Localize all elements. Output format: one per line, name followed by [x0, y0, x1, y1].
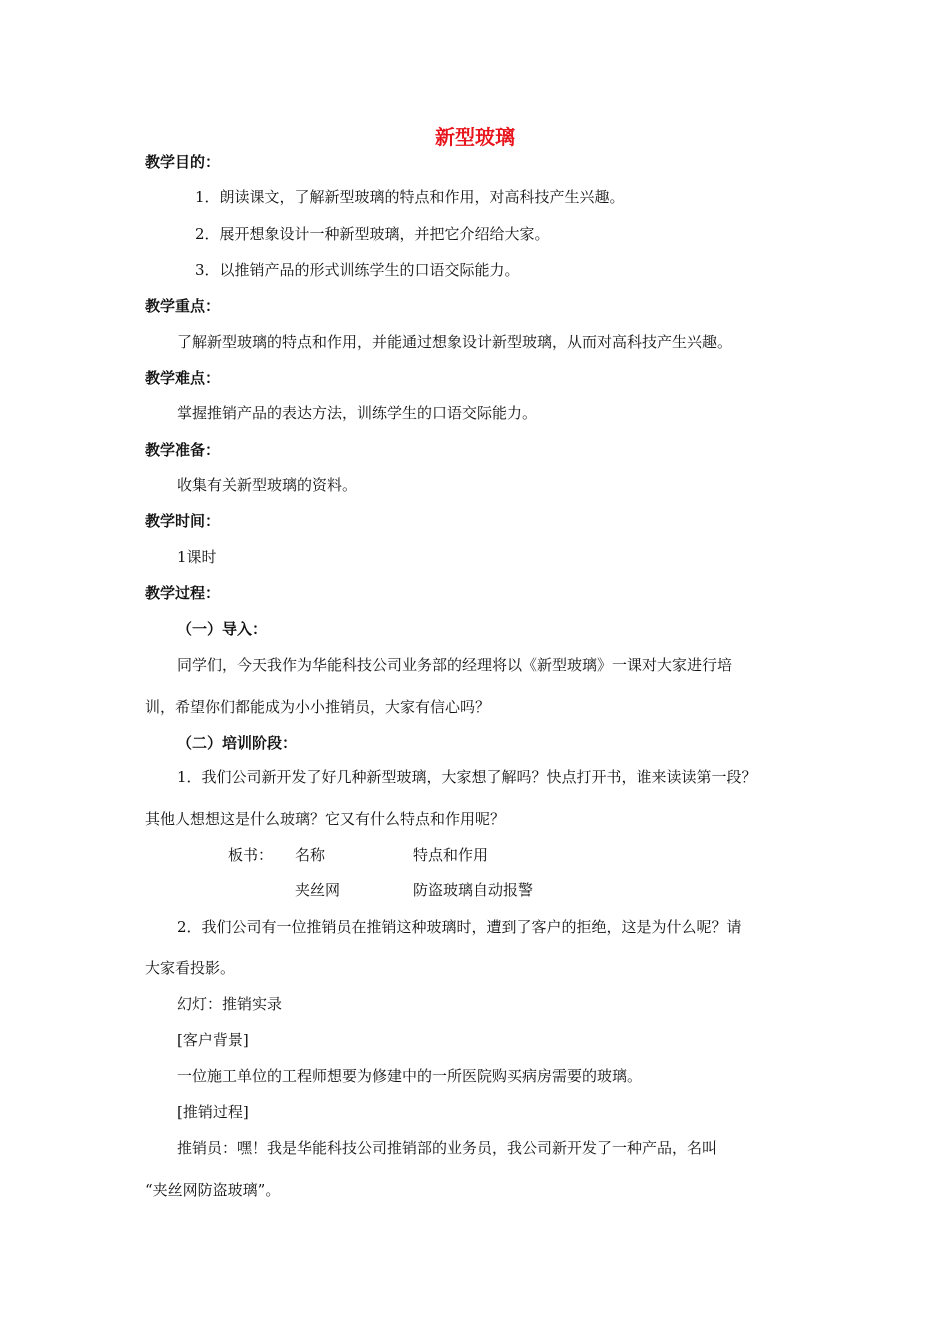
training-para2-line-1: 2．我们公司有一位推销员在推销这种玻璃时，遭到了客户的拒绝，这是为什么呢？请: [177, 918, 742, 936]
time-text: 1课时: [177, 548, 217, 566]
time-heading: 教学时间：: [145, 512, 221, 530]
difficulties-heading: 教学难点：: [145, 369, 221, 387]
difficulties-text: 掌握推销产品的表达方法，训练学生的口语交际能力。: [177, 404, 538, 422]
objective-item-1: 1．朗读课文，了解新型玻璃的特点和作用，对高科技产生兴趣。: [195, 188, 625, 206]
process-heading: 教学过程：: [145, 584, 221, 602]
sales-line-1: 推销员：嘿！我是华能科技公司推销部的业务员，我公司新开发了一种产品，名叫: [177, 1139, 718, 1157]
training-para1-line-1: 1．我们公司新开发了好几种新型玻璃，大家想了解吗？快点打开书，谁来读读第一段？: [177, 768, 757, 786]
intro-heading: （一）导入：: [177, 620, 268, 638]
training-para2-line-2: 大家看投影。: [145, 959, 236, 977]
sales-process-label: [推销过程]: [177, 1103, 249, 1121]
intro-line-1: 同学们，今天我作为华能科技公司业务部的经理将以《新型玻璃》一课对大家进行培: [177, 656, 733, 674]
board-row-name: 夹丝网: [295, 881, 341, 899]
intro-line-2: 训，希望你们都能成为小小推销员，大家有信心吗？: [145, 698, 491, 716]
objective-item-3: 3．以推销产品的形式训练学生的口语交际能力。: [195, 261, 520, 279]
preparation-heading: 教学准备：: [145, 441, 221, 459]
training-para1-line-2: 其他人想想这是什么玻璃？它又有什么特点和作用呢？: [145, 810, 506, 828]
client-background-text: 一位施工单位的工程师想要为修建中的一所医院购买病房需要的玻璃。: [177, 1067, 643, 1085]
client-background-label: [客户背景]: [177, 1031, 249, 1049]
board-row-feature: 防盗玻璃自动报警: [413, 881, 534, 899]
board-col-name: 名称: [295, 846, 326, 864]
key-points-text: 了解新型玻璃的特点和作用，并能通过想象设计新型玻璃，从而对高科技产生兴趣。: [177, 333, 733, 351]
board-label: 板书：: [228, 846, 274, 864]
objective-item-2: 2．展开想象设计一种新型玻璃，并把它介绍给大家。: [195, 225, 550, 243]
key-points-heading: 教学重点：: [145, 297, 221, 315]
preparation-text: 收集有关新型玻璃的资料。: [177, 476, 358, 494]
document-title: 新型玻璃: [435, 125, 515, 149]
board-col-feature: 特点和作用: [413, 846, 489, 864]
slide-label: 幻灯：推销实录: [177, 995, 283, 1013]
sales-line-2: “夹丝网防盗玻璃”。: [145, 1181, 281, 1199]
objectives-heading: 教学目的：: [145, 153, 221, 171]
training-heading: （二）培训阶段：: [177, 734, 298, 752]
